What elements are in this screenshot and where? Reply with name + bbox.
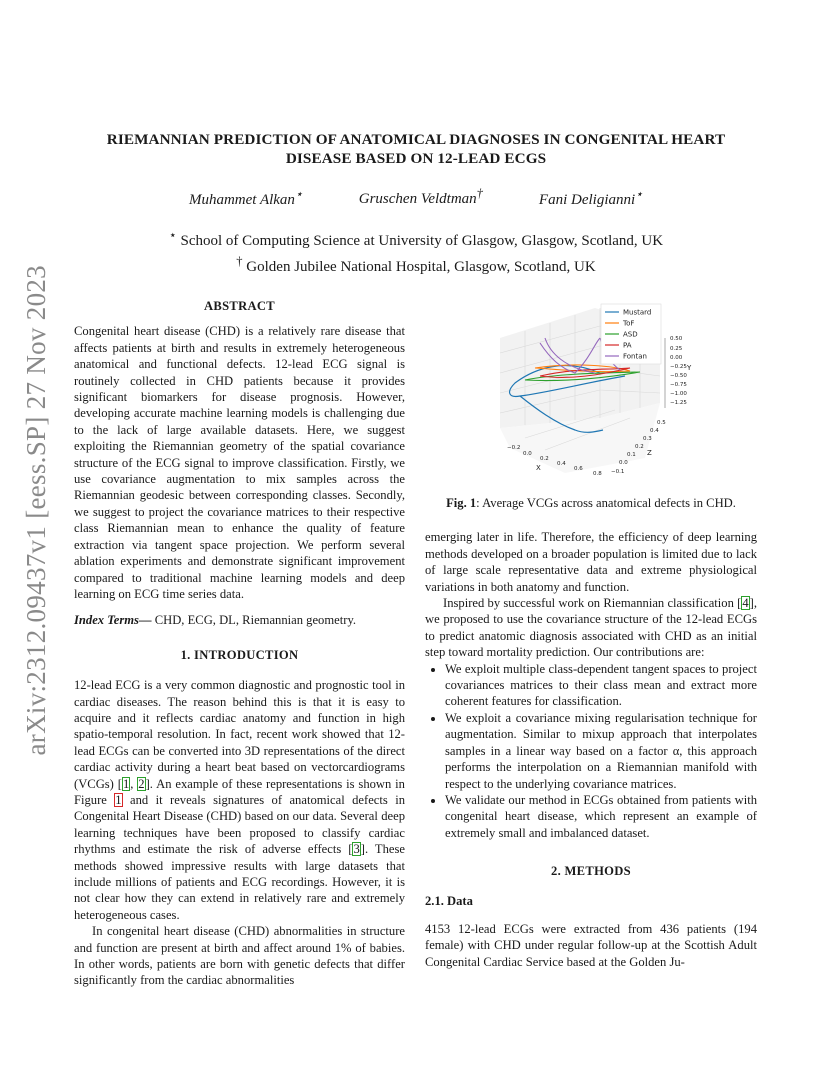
- y-tick-label: −0.75: [670, 382, 687, 388]
- vcg-3d-plot: [425, 298, 757, 498]
- legend: [601, 304, 661, 364]
- affiliation-1: ⋆ School of Computing Science at University of Glasgow, Glasgow, Scotland, UK: [168, 228, 664, 249]
- right-column: [425, 298, 757, 970]
- y-axis: [665, 336, 692, 408]
- citation-link[interactable]: 3: [353, 842, 360, 857]
- y-tick-label: −0.50: [670, 373, 687, 379]
- z-tick-label: 0.2: [635, 444, 644, 450]
- right-paragraph-2: Inspired by successful work on Riemannian classification [4], we proposed to use the covariance structure of the 12-lead ECGs to predict anatomic diagnosis associated with CHD as an initial step toward mortality prediction. Our contributions are:: [425, 596, 757, 660]
- intro-heading: 1. INTRODUCTION: [180, 647, 299, 662]
- list-item: • We exploit multiple class-dependent tangent spaces to project covariances matrices to their class mean and extract more coherent features for classification.: [445, 661, 757, 710]
- right-paragraph-1: emerging later in life. Therefore, the efficiency of deep learning methods developed on a broader population is limited due to lack of large scale representative data and extreme physiological variations in both anatomy and function.: [425, 530, 757, 594]
- y-tick-label: −1.25: [670, 400, 687, 406]
- contributions-list: [425, 661, 757, 841]
- z-tick-label: 0.1: [627, 452, 636, 458]
- z-tick-label: 0.0: [619, 460, 628, 466]
- title-line-2: DISEASE BASED ON 12-LEAD ECGS: [285, 150, 547, 167]
- paper-title: [80, 130, 752, 168]
- z-tick-label: 0.3: [643, 436, 652, 442]
- data-paragraph: 4153 12-lead ECGs were extracted from 436 patients (194 female) with CHD under regular follow-up at the Scottish Adult Congenital Cardiac Service based at the Golden Ju-: [425, 921, 757, 969]
- z-tick-label: 0.4: [650, 428, 659, 434]
- author-1: Muhammet Alkan⋆: [188, 187, 303, 208]
- citation-link[interactable]: 4: [742, 596, 749, 611]
- title-line-1: RIEMANNIAN PREDICTION OF ANATOMICAL DIAGNOSES IN CONGENITAL HEART: [106, 131, 726, 148]
- abstract-text: Congenital heart disease (CHD) is a relatively rare disease that affects patients at birth and results in extremely heterogeneous anatomical and functional defects. 12-lead ECG signal is routinely collected in CHD patients because it provides significant biomarkers for disease prognosis. However, developing accurate machine learning models is challenging due to the lack of large available datasets. Here, we suggest exploiting the Riemannian geometry of the spatial covariance structure of the ECG signal to improve classification. Firstly, we use covariance augmentation to mix samples across the Riemannian geodesic between corresponding classes. Secondly, we suggest to project the covariance matrices to their respective class Riemannian mean to enhance the quality of feature extraction via tangent space projection. We perform several ablation experiments and demonstrate significant improvement compared to traditional machine learning models and deep learning on ECG time series data.: [74, 324, 405, 601]
- x-tick-label: −0.2: [507, 445, 521, 451]
- data-subheading: 2.1. Data: [425, 893, 473, 908]
- legend-label: Mustard: [623, 308, 652, 317]
- citation-link[interactable]: 2: [138, 776, 145, 791]
- legend-label: ToF: [623, 319, 635, 328]
- abstract-heading: ABSTRACT: [204, 299, 275, 313]
- x-axis-label: X: [536, 464, 541, 472]
- left-column: [74, 298, 405, 989]
- list-item: • We validate our method in ECGs obtained from patients with congenital heart disease, which represent an example of extremely small and imbalanced dataset.: [445, 792, 757, 841]
- legend-label: ASD: [623, 330, 638, 339]
- legend-label: Fontan: [623, 352, 647, 361]
- citation-link[interactable]: 1: [122, 776, 130, 791]
- x-tick-label: 0.4: [557, 461, 566, 467]
- index-terms: Index Terms— CHD, ECG, DL, Riemannian geometry.: [74, 613, 357, 628]
- author-2: Gruschen Veldtman†: [358, 186, 483, 207]
- y-tick-label: 0.00: [670, 355, 683, 361]
- intro-paragraph-2: In congenital heart disease (CHD) abnormalities in structure and function are present at birth and affect around 1% of babies. In other words, patients are born with genetic defects that differ significantly from the cardiac abnormalities: [74, 924, 405, 988]
- author-list: [80, 186, 752, 209]
- affiliation-2: † Golden Jubilee National Hospital, Glasgow, Scotland, UK: [236, 254, 596, 275]
- y-tick-label: −0.25: [670, 364, 687, 370]
- x-tick-label: 0.2: [540, 456, 549, 462]
- figure-1-caption: Fig. 1: Average VCGs across anatomical defects in CHD.: [446, 496, 736, 510]
- author-3: Fani Deligianni⋆: [538, 187, 643, 208]
- y-axis-label: Y: [687, 364, 692, 372]
- x-tick-label: 0.6: [574, 466, 583, 472]
- z-axis-label: Z: [647, 449, 652, 457]
- intro-paragraph-1: 12-lead ECG is a very common diagnostic and prognostic tool in cardiac diseases. The reason behind this is that it is easy to acquire and it reflects cardiac anatomy and function in high spatio-temporal resolution. In fact, recent work showed that 12-lead ECGs can be converted into 3D representations of the direct cardiac activity during a heart beat based on vectorcardiograms (VCGs) [1, 2]. An example of these representations is shown in Figure 1 and it reveals signatures of anatomical defects in Congenital Heart Disease (CHD) based on our data. Several deep learning techniques have been proposed to classify cardiac rhythms and estimate the risk of adverse effects [3]. These methods showed impressive results with large datasets that include millions of patients and ECG recordings. However, it is not clear how they can extend in relatively rare and extremely heterogeneous cases.: [74, 678, 405, 922]
- list-item: • We exploit a covariance mixing regularisation technique for augmentation. Similar to mixup approach that interpolates samples in a linear way based on a factor α, this approach performs the interpolation on a Riemannian manifold with respect to the underlying covariance matrices.: [445, 710, 757, 792]
- arxiv-identifier: arXiv:2312.09437v1 [eess.SP] 27 Nov 2023: [20, 264, 51, 756]
- figure-1-vcg-plot: [425, 298, 757, 498]
- affiliations: [80, 225, 752, 277]
- x-tick-label: 0.8: [593, 471, 602, 477]
- z-tick-label: 0.5: [657, 420, 666, 426]
- y-tick-label: −1.00: [670, 391, 687, 397]
- figure-link[interactable]: 1: [115, 792, 122, 807]
- legend-label: PA: [623, 341, 632, 350]
- y-tick-label: 0.50: [670, 336, 683, 342]
- methods-heading: 2. METHODS: [551, 864, 631, 879]
- y-tick-label: 0.25: [670, 346, 683, 352]
- x-tick-label: 0.0: [523, 451, 532, 457]
- z-tick-label: −0.1: [611, 469, 625, 475]
